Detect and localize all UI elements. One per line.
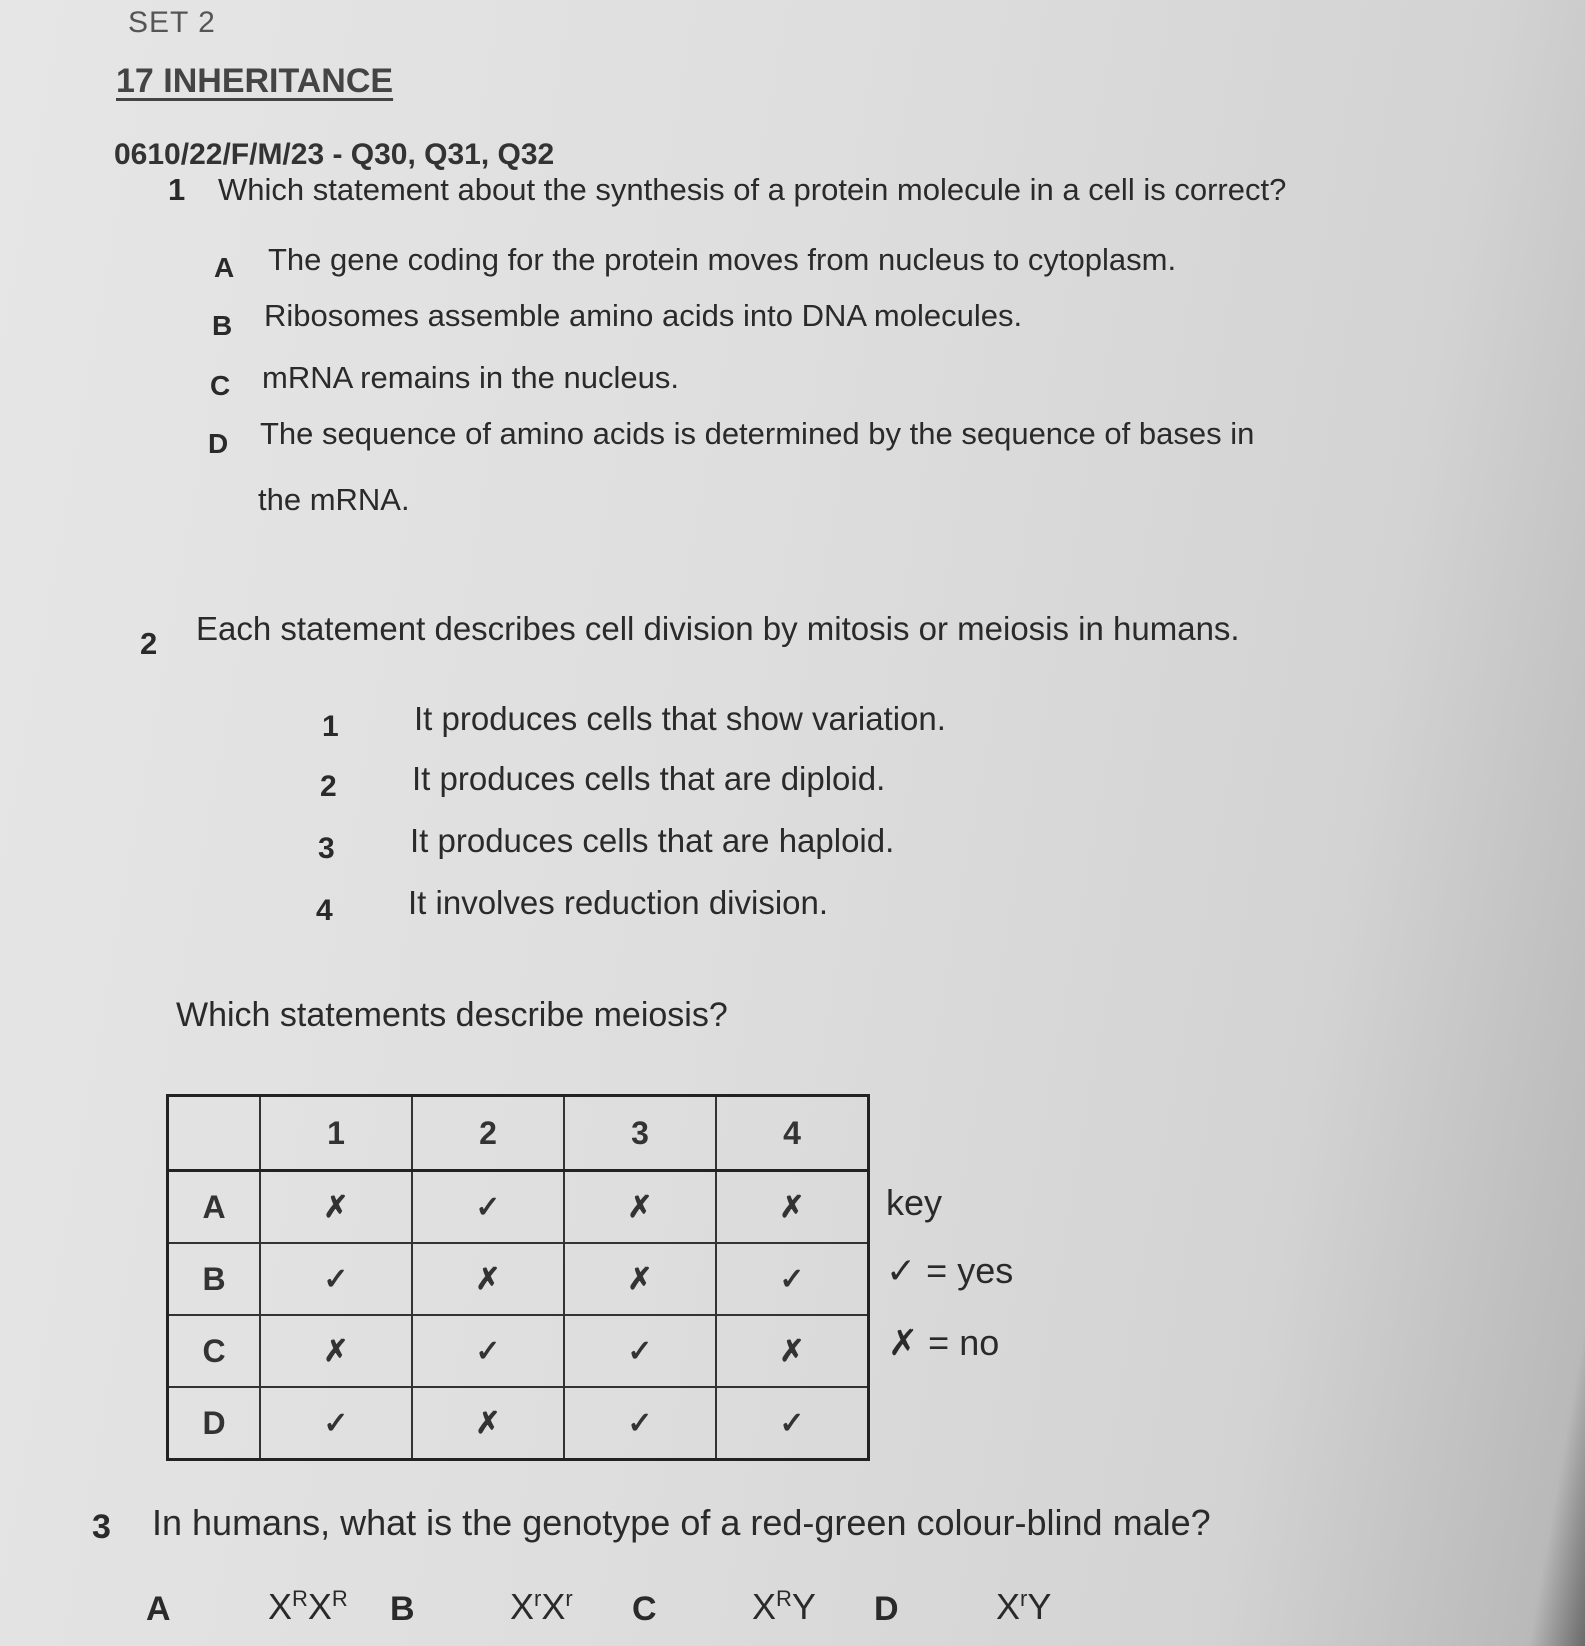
option-text-d-line2: the mRNA. [258, 482, 410, 517]
statement-number-2: 2 [320, 770, 337, 803]
statement-number-1: 1 [322, 710, 339, 743]
option-text-d: The sequence of amino acids is determined by the sequence of bases in [260, 416, 1255, 451]
paper-reference: 0610/22/F/M/23 - Q30, Q31, Q32 [114, 138, 555, 171]
statement-text-2: It produces cells that are diploid. [412, 760, 886, 797]
table-cell: ✓ [412, 1315, 564, 1387]
row-label: C [168, 1315, 261, 1387]
table-cell: ✗ [564, 1243, 716, 1315]
answer-table [166, 1094, 870, 1461]
option-letter-b: B [390, 1590, 415, 1628]
table-corner-cell [168, 1096, 261, 1171]
table-cell: ✗ [412, 1243, 564, 1315]
table-column-header: 1 [260, 1096, 412, 1171]
option-letter-c: C [632, 1590, 657, 1628]
set-label: SET 2 [128, 6, 216, 39]
table-cell: ✗ [716, 1171, 869, 1244]
genotype-a: $X^RX^R$ [268, 1586, 348, 1627]
genotype-b: $X^rX^r$ [510, 1586, 573, 1627]
table-cell: ✓ [564, 1387, 716, 1460]
key-yes: ✓ = yes [886, 1250, 1014, 1291]
table-row [168, 1315, 869, 1387]
option-letter-d: D [208, 428, 229, 459]
row-label: B [168, 1243, 261, 1315]
table-cell: ✓ [564, 1315, 716, 1387]
genotype-d: $X^rY$ [996, 1586, 1052, 1627]
genotype-c: $X^RY$ [752, 1586, 816, 1627]
question-text: In humans, what is the genotype of a red-green colour-blind male? [152, 1502, 1211, 1543]
table-cell: ✓ [716, 1243, 869, 1315]
chapter-title: 17 INHERITANCE [116, 62, 394, 100]
table-cell: ✗ [564, 1171, 716, 1244]
table-row [168, 1387, 869, 1460]
table-column-header: 4 [716, 1096, 869, 1171]
table-cell: ✓ [260, 1387, 412, 1460]
statement-text-4: It involves reduction division. [408, 884, 829, 921]
option-letter-a: A [146, 1590, 171, 1628]
table-cell: ✓ [260, 1243, 412, 1315]
question-number: 1 [168, 172, 186, 207]
option-text-b: Ribosomes assemble amino acids into DNA molecules. [264, 298, 1023, 333]
question-text: Which statement about the synthesis of a protein molecule in a cell is correct? [218, 172, 1287, 207]
statement-text-1: It produces cells that show variation. [414, 700, 946, 737]
option-letter-b: B [212, 310, 233, 341]
option-letter-c: C [210, 370, 231, 401]
key-title: key [886, 1182, 943, 1223]
statement-text-3: It produces cells that are haploid. [410, 822, 895, 859]
table-cell: ✓ [412, 1171, 564, 1244]
table-column-header: 3 [564, 1096, 716, 1171]
meiosis-question: Which statements describe meiosis? [176, 996, 728, 1034]
key-no: ✗ = no [888, 1322, 1000, 1363]
question-number: 2 [140, 626, 158, 661]
option-text-a: The gene coding for the protein moves from nucleus to cytoplasm. [268, 242, 1177, 277]
table-row [168, 1243, 869, 1315]
option-letter-d: D [874, 1590, 899, 1628]
statement-number-4: 4 [316, 894, 333, 927]
table-cell: ✗ [412, 1387, 564, 1460]
table-row [168, 1171, 869, 1244]
table-cell: ✗ [716, 1315, 869, 1387]
table-cell: ✗ [260, 1315, 412, 1387]
table-header-row [168, 1096, 869, 1171]
table-cell: ✓ [716, 1387, 869, 1460]
option-letter-a: A [214, 252, 235, 283]
question-text: Each statement describes cell division by mitosis or meiosis in humans. [196, 610, 1240, 647]
statement-number-3: 3 [318, 832, 335, 865]
question-number: 3 [92, 1508, 111, 1546]
table-cell: ✗ [260, 1171, 412, 1244]
table-column-header: 2 [412, 1096, 564, 1171]
row-label: A [168, 1171, 261, 1244]
option-text-c: mRNA remains in the nucleus. [262, 360, 679, 395]
row-label: D [168, 1387, 261, 1460]
